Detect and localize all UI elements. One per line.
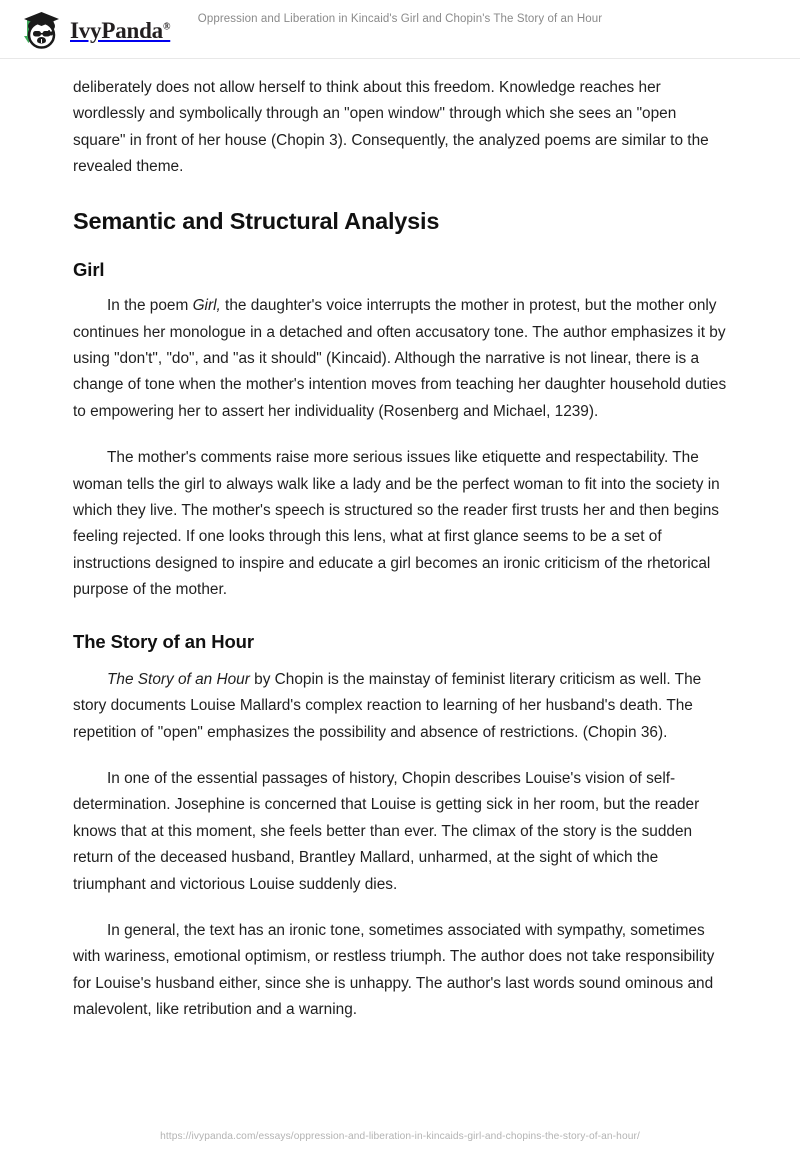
- hour-p1-post: by Chopin is the mainstay of feminist literary criticism as well. The story documents Louise Mallard's complex reaction to learning of her husband's death. The repetition of "open" emphasizes the possibility and absence of restrictions. (Chopin 36).: [73, 670, 702, 741]
- girl-paragraph-2: The mother's comments raise more serious issues like etiquette and respectability. The woman tells the girl to always walk like a lady and be the perfect woman to fit into the society in which they live. The mother's speech is structured so the reader first trusts her and then begins feeling rejected. If one looks through this lens, what at first glance seems to be a set of instructions designed to inspire and educate a girl becomes an ironic criticism of the rhetorical purpose of the mother.: [73, 449, 720, 599]
- subsection-heading-story-of-an-hour: The Story of an Hour: [73, 630, 254, 652]
- source-url: https://ivypanda.com/essays/oppression-and-liberation-in-kincaids-girl-and-chopins-the-story-of-an-hour/: [160, 1131, 640, 1142]
- subsection-heading-girl: Girl: [73, 259, 105, 280]
- page-title: Semantic and Structural Analysis: [73, 207, 440, 234]
- header-divider: [0, 58, 800, 59]
- intro-paragraph: deliberately does not allow herself to think about this freedom. Knowledge reaches her wordlessly and symbolically through an "open window" through which she sees an "open square" in front of her house (Chopin 3). Consequently, the analyzed poems are similar to the revealed theme.: [73, 79, 709, 176]
- girl-paragraph-1: [73, 293, 727, 425]
- document-title: Oppression and Liberation in Kincaid's Girl and Chopin's The Story of an Hour: [197, 13, 603, 25]
- hour-paragraph-2: In one of the essential passages of history, Chopin describes Louise's vision of self-determination. Josephine is concerned that Louise is getting sick in her room, but the reader knows that at this moment, she feels better than ever. The climax of the story is the sudden return of the deceased husband, Brantley Mallard, unharmed, at the sight of which the triumphant and victorious Louise suddenly dies.: [73, 769, 700, 893]
- girl-title-italic: Girl,: [192, 297, 221, 315]
- brand-trademark: ®: [162, 20, 171, 32]
- girl-p1-pre: In the poem: [107, 297, 193, 315]
- hour-paragraph-3: In general, the text has an ironic tone, sometimes associated with sympathy, sometimes with wariness, emotional optimism, or restless triumph. The author does not take responsibility for Louise's husband either, since she is unhappy. The author's last words sound ominous and malevolent, like retribution and a warning.: [73, 921, 715, 1019]
- page-header: [0, 0, 800, 59]
- hour-title-italic: The Story of an Hour: [107, 670, 250, 688]
- brand-name-text: IvyPanda: [70, 17, 163, 43]
- hour-paragraph-1: [73, 667, 727, 746]
- girl-p1-post: the daughter's voice interrupts the mother in protest, but the mother only continues her monologue in a detached and often accusatory tone. The author emphasizes it by using "don't", "do", and "as it should" (Kincaid). Although the narrative is not linear, there is a change of tone when the mother's intention moves from teaching her daughter household duties to empowering her to assert her individuality (Rosenberg and Michael, 1239).: [73, 297, 727, 420]
- document-content: [0, 75, 800, 1024]
- page-footer: [0, 1126, 800, 1144]
